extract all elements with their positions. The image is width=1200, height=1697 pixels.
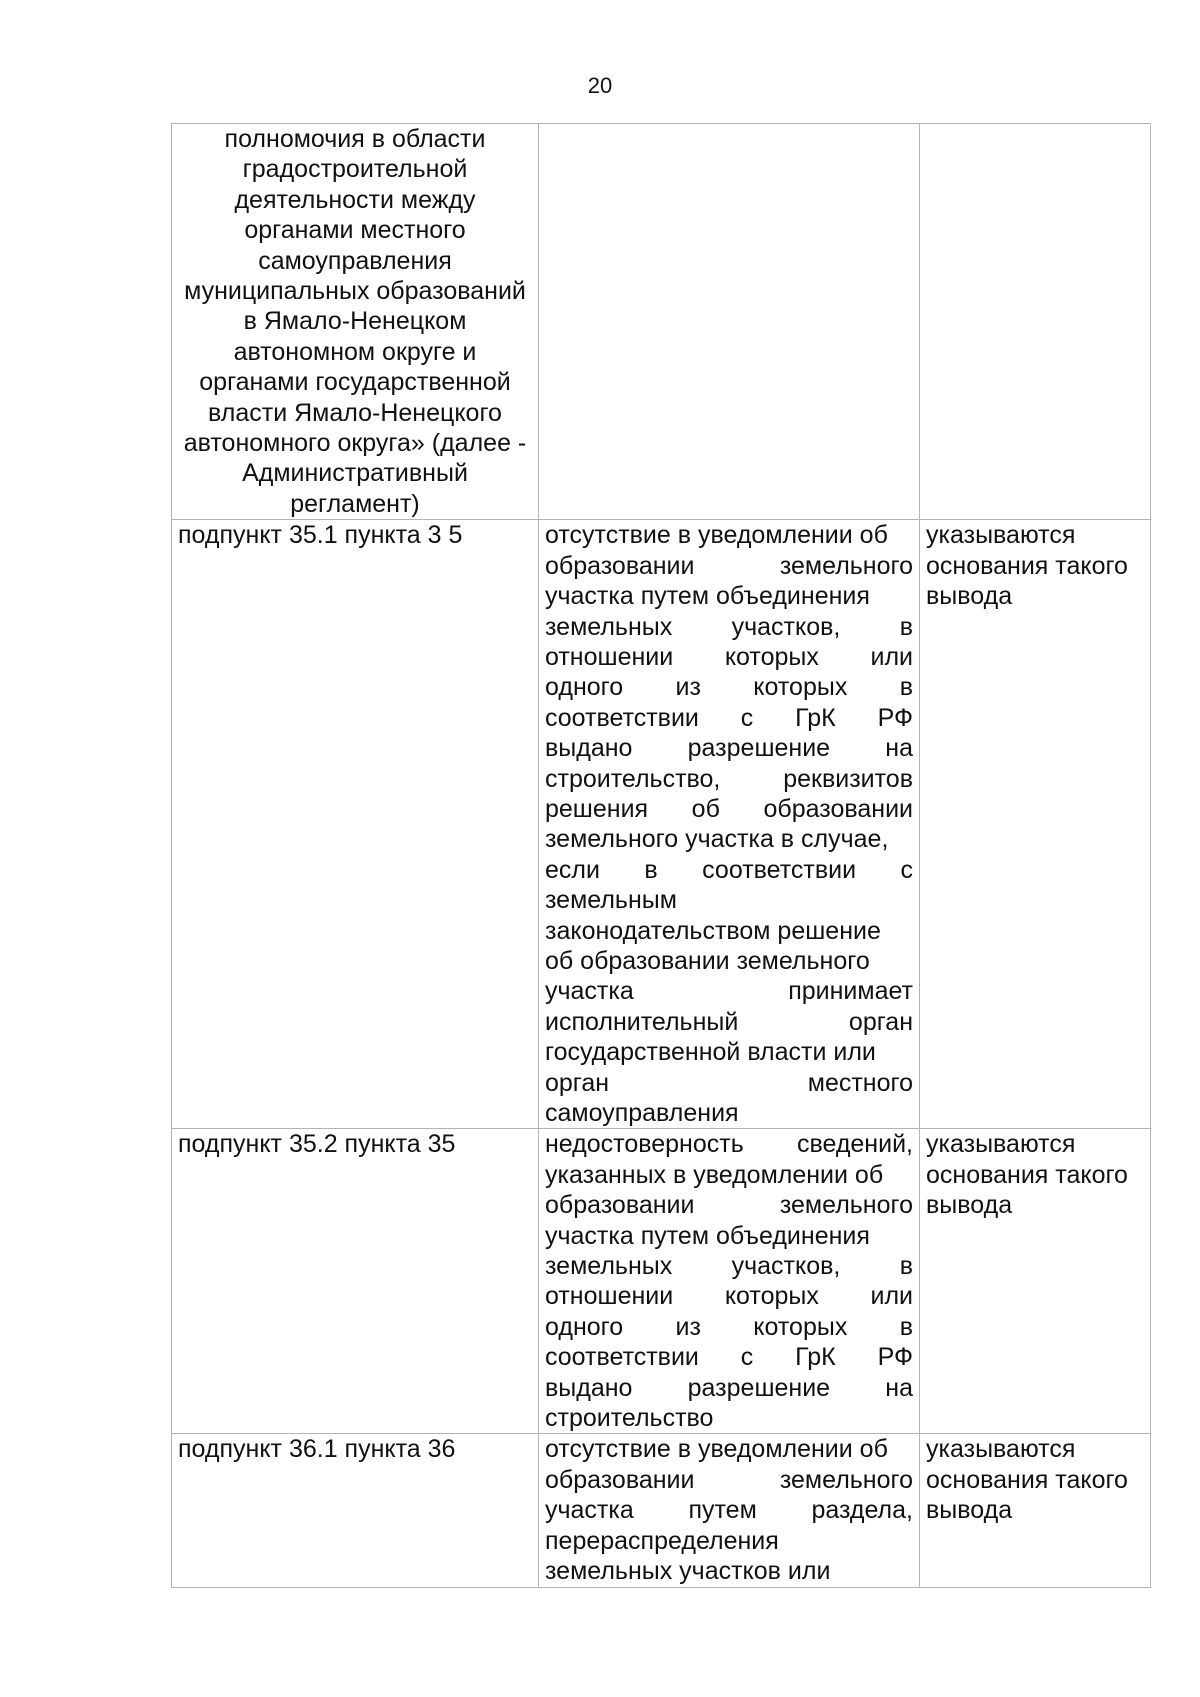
text-line: об образовании земельного xyxy=(545,946,870,975)
text-line: орган местного xyxy=(545,1068,913,1097)
text-line: основания такого xyxy=(926,551,1128,580)
reference-cell: подпункт 35.1 пункта 3 5 xyxy=(172,520,539,1129)
text-line: выдано разрешение на xyxy=(545,734,913,763)
note-cell xyxy=(920,1434,1151,1587)
text-line: земельных участков или xyxy=(545,1557,831,1586)
continuation-cell xyxy=(172,124,539,520)
reference-cell: подпункт 36.1 пункта 36 xyxy=(172,1434,539,1587)
text-line: основания такого xyxy=(926,1160,1128,1189)
text-line: выдано разрешение на xyxy=(545,1373,913,1402)
reason-cell xyxy=(539,1434,920,1587)
reason-cell xyxy=(539,1129,920,1434)
text-line: указываются xyxy=(926,1130,1076,1159)
text-line: участка путем объединения xyxy=(545,582,870,611)
empty-cell xyxy=(920,124,1151,520)
text-line: строительство xyxy=(545,1404,714,1433)
text-line: указываются xyxy=(926,521,1076,550)
table-row xyxy=(172,124,1151,520)
note-cell xyxy=(920,1129,1151,1434)
text-line: отношении которых или xyxy=(545,1282,913,1311)
note-cell xyxy=(920,520,1151,1129)
text-line: основания такого xyxy=(926,1465,1128,1494)
text-line: законодательством решение xyxy=(545,916,881,945)
empty-cell xyxy=(539,124,920,520)
text-line: самоуправления xyxy=(545,1099,739,1127)
text-line: земельного участка в случае, xyxy=(545,825,889,854)
text-line: органами местного xyxy=(244,216,466,245)
text-line: недостоверность сведений, xyxy=(545,1130,913,1159)
text-line: земельных участков, в xyxy=(545,612,913,641)
table-row xyxy=(172,520,1151,1129)
text-line: вывода xyxy=(926,1191,1013,1220)
text-line: образовании земельного xyxy=(545,551,913,580)
table-row xyxy=(172,1129,1151,1434)
text-line: муниципальных образований xyxy=(184,277,526,306)
text-line: земельным xyxy=(545,886,677,915)
page-number: 20 xyxy=(587,73,613,98)
text-line: автономном округе и xyxy=(233,337,477,366)
text-line: перераспределения xyxy=(545,1526,779,1555)
text-line: отсутствие в уведомлении об xyxy=(545,521,888,550)
reference-cell: подпункт 35.2 пункта 35 xyxy=(172,1129,539,1434)
text-line: деятельности между xyxy=(234,185,476,214)
requirements-table xyxy=(171,123,1151,1588)
text-line: одного из которых в xyxy=(545,673,913,702)
text-line: автономного округа» (далее - xyxy=(183,429,527,458)
text-line: участка путем раздела, xyxy=(545,1496,913,1525)
table-row xyxy=(172,1434,1151,1587)
text-line: указываются xyxy=(926,1435,1076,1464)
text-line: Административный xyxy=(242,459,468,488)
text-line: если в соответствии с xyxy=(545,855,913,884)
text-line: власти Ямало-Ненецкого xyxy=(208,398,502,427)
text-line: соответствии с ГрК РФ xyxy=(545,1343,913,1372)
text-line: образовании земельного xyxy=(545,1465,913,1494)
text-line: полномочия в области xyxy=(224,125,486,153)
text-line: градостроительной xyxy=(242,155,468,184)
text-line: участка путем объединения xyxy=(545,1221,870,1250)
text-line: земельных участков, в xyxy=(545,1252,913,1281)
text-line: регламент) xyxy=(290,489,420,518)
text-line: исполнительный орган xyxy=(545,1007,913,1036)
text-line: самоуправления xyxy=(258,246,452,275)
text-line: участка принимает xyxy=(545,977,913,1006)
text-line: отношении которых или xyxy=(545,642,913,671)
text-line: вывода xyxy=(926,1496,1013,1525)
text-line: строительство, реквизитов xyxy=(545,764,913,793)
text-line: решения об образовании xyxy=(545,794,913,823)
text-line: отсутствие в уведомлении об xyxy=(545,1435,888,1464)
text-line: одного из которых в xyxy=(545,1312,913,1341)
text-line: государственной власти или xyxy=(545,1038,876,1067)
text-line: органами государственной xyxy=(199,368,511,397)
text-line: вывода xyxy=(926,582,1013,611)
reason-cell xyxy=(539,520,920,1129)
text-line: указанных в уведомлении об xyxy=(545,1160,884,1189)
text-line: соответствии с ГрК РФ xyxy=(545,703,913,732)
text-line: образовании земельного xyxy=(545,1191,913,1220)
text-line: в Ямало-Ненецком xyxy=(243,307,467,336)
